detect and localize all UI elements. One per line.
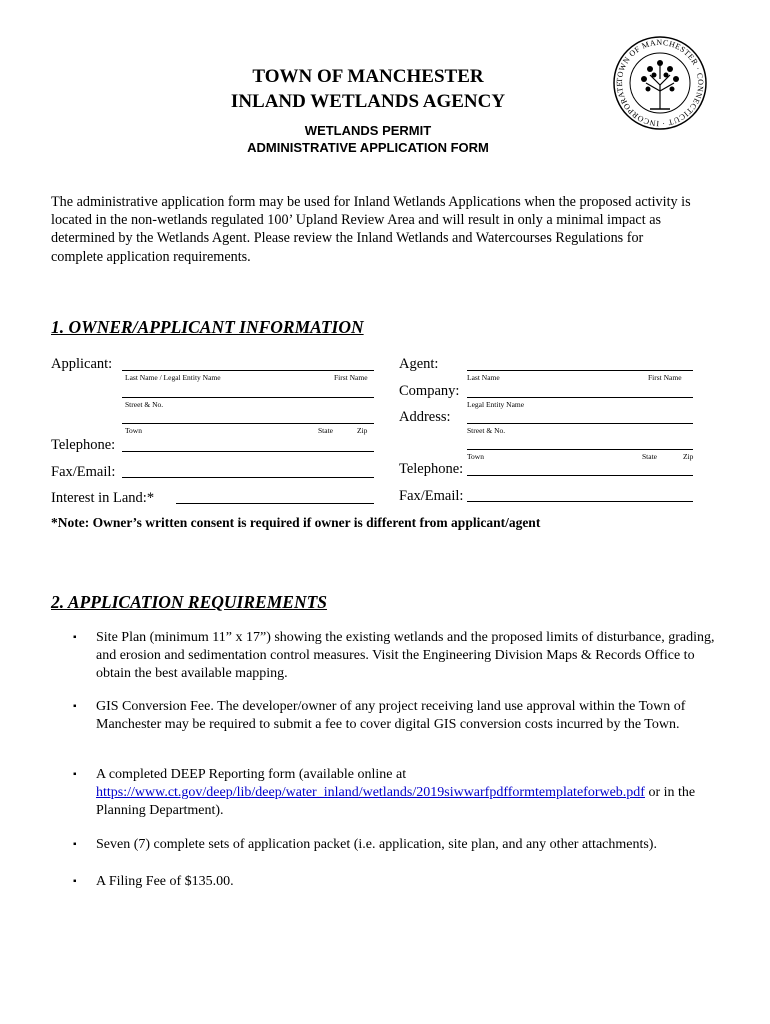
company-field[interactable] [467, 397, 693, 398]
owner-consent-note: *Note: Owner’s written consent is required if owner is different from applicant/agent [51, 515, 541, 530]
agent-name-field[interactable] [467, 370, 693, 371]
agent-fax-email-label: Fax/Email: [399, 488, 464, 504]
svg-text:TOWN OF MANCHESTER · CONNECTIC: TOWN OF MANCHESTER · CONNECTICUT · INCORPORATE [614, 37, 706, 129]
deep-form-text-end: or in the Planning Department). [96, 785, 696, 819]
bullet-icon: ▪ [73, 701, 77, 712]
form-subtitle-line2: ADMINISTRATIVE APPLICATION FORM [247, 140, 489, 155]
address-town-field[interactable] [467, 449, 693, 450]
bullet-icon: ▪ [73, 839, 77, 850]
applicant-lastname-caption: Last Name / Legal Entity Name [125, 373, 221, 382]
form-subtitle-line1: WETLANDS PERMIT [304, 123, 432, 138]
agent-telephone-label: Telephone: [399, 461, 464, 477]
applicant-zip-caption: Zip [357, 426, 368, 435]
agent-label: Agent: [399, 356, 439, 372]
address-label: Address: [399, 409, 451, 425]
applicant-label: Applicant: [51, 356, 113, 372]
agency-title-line1: TOWN OF MANCHESTER [252, 66, 484, 87]
deep-form-text: A completed DEEP Reporting form (available online at [96, 767, 407, 782]
address-street-field[interactable] [467, 423, 693, 424]
address-town-caption: Town [467, 452, 484, 461]
applicant-state-caption: State [318, 426, 333, 435]
bullet-icon: ▪ [73, 769, 77, 780]
applicant-town-field[interactable] [122, 423, 374, 424]
agent-firstname-caption: First Name [648, 373, 682, 382]
town-seal-logo [612, 35, 708, 131]
requirement-filing-fee: A Filing Fee of $135.00. [96, 874, 234, 889]
requirement-gis-fee: GIS Conversion Fee. The developer/owner of any project receiving land use approval within the Town of Manchester may be required to submit a fee to cover digital GIS conversion costs incurred by the Town. [96, 699, 686, 733]
company-label: Company: [399, 383, 460, 399]
telephone-field[interactable] [122, 451, 374, 452]
address-zip-caption: Zip [683, 452, 694, 461]
section1-heading: 1. OWNER/APPLICANT INFORMATION [51, 317, 364, 337]
fax-email-label: Fax/Email: [51, 464, 116, 480]
applicant-firstname-caption: First Name [334, 373, 368, 382]
address-street-caption: Street & No. [467, 426, 506, 435]
company-caption: Legal Entity Name [467, 400, 525, 409]
bullet-icon: ▪ [73, 632, 77, 643]
agent-telephone-field[interactable] [467, 475, 693, 476]
agency-title-line2: INLAND WETLANDS AGENCY [230, 91, 506, 112]
interest-in-land-field[interactable] [176, 503, 374, 504]
interest-in-land-label: Interest in Land:* [51, 490, 155, 506]
requirement-deep-form [96, 766, 721, 821]
telephone-label: Telephone: [51, 437, 116, 453]
intro-paragraph: The administrative application form may be used for Inland Wetlands Applications when the proposed activity is located in the non-wetlands regulated 100’ Upland Review Area and will result in only a minimal impact as determined by the Wetlands Agent. Please review the Inland Wetlands and Watercourses Regulations for complete application requirements. [51, 194, 691, 265]
applicant-town-caption: Town [125, 426, 142, 435]
agent-lastname-caption: Last Name [467, 373, 500, 382]
fax-email-field[interactable] [122, 477, 374, 478]
applicant-street-caption: Street & No. [125, 400, 164, 409]
bullet-icon: ▪ [73, 876, 77, 887]
address-state-caption: State [642, 452, 657, 461]
agent-fax-email-field[interactable] [467, 501, 693, 502]
applicant-name-field[interactable] [122, 370, 374, 371]
deep-form-link[interactable]: https://www.ct.gov/deep/lib/deep/water_inland/wetlands/2019siwwarfpdfformtemplateforweb.pdf [96, 785, 645, 801]
requirement-site-plan: Site Plan (minimum 11” x 17”) showing the existing wetlands and the proposed limits of disturbance, grading, and erosion and sedimentation control measures. Visit the Engineering Division Maps & Records Office to obtain the best available mapping. [96, 630, 715, 682]
applicant-street-field[interactable] [122, 397, 374, 398]
requirement-seven-sets: Seven (7) complete sets of application packet (i.e. application, site plan, and any other attachments). [96, 837, 657, 852]
section2-heading: 2. APPLICATION REQUIREMENTS [51, 592, 328, 612]
